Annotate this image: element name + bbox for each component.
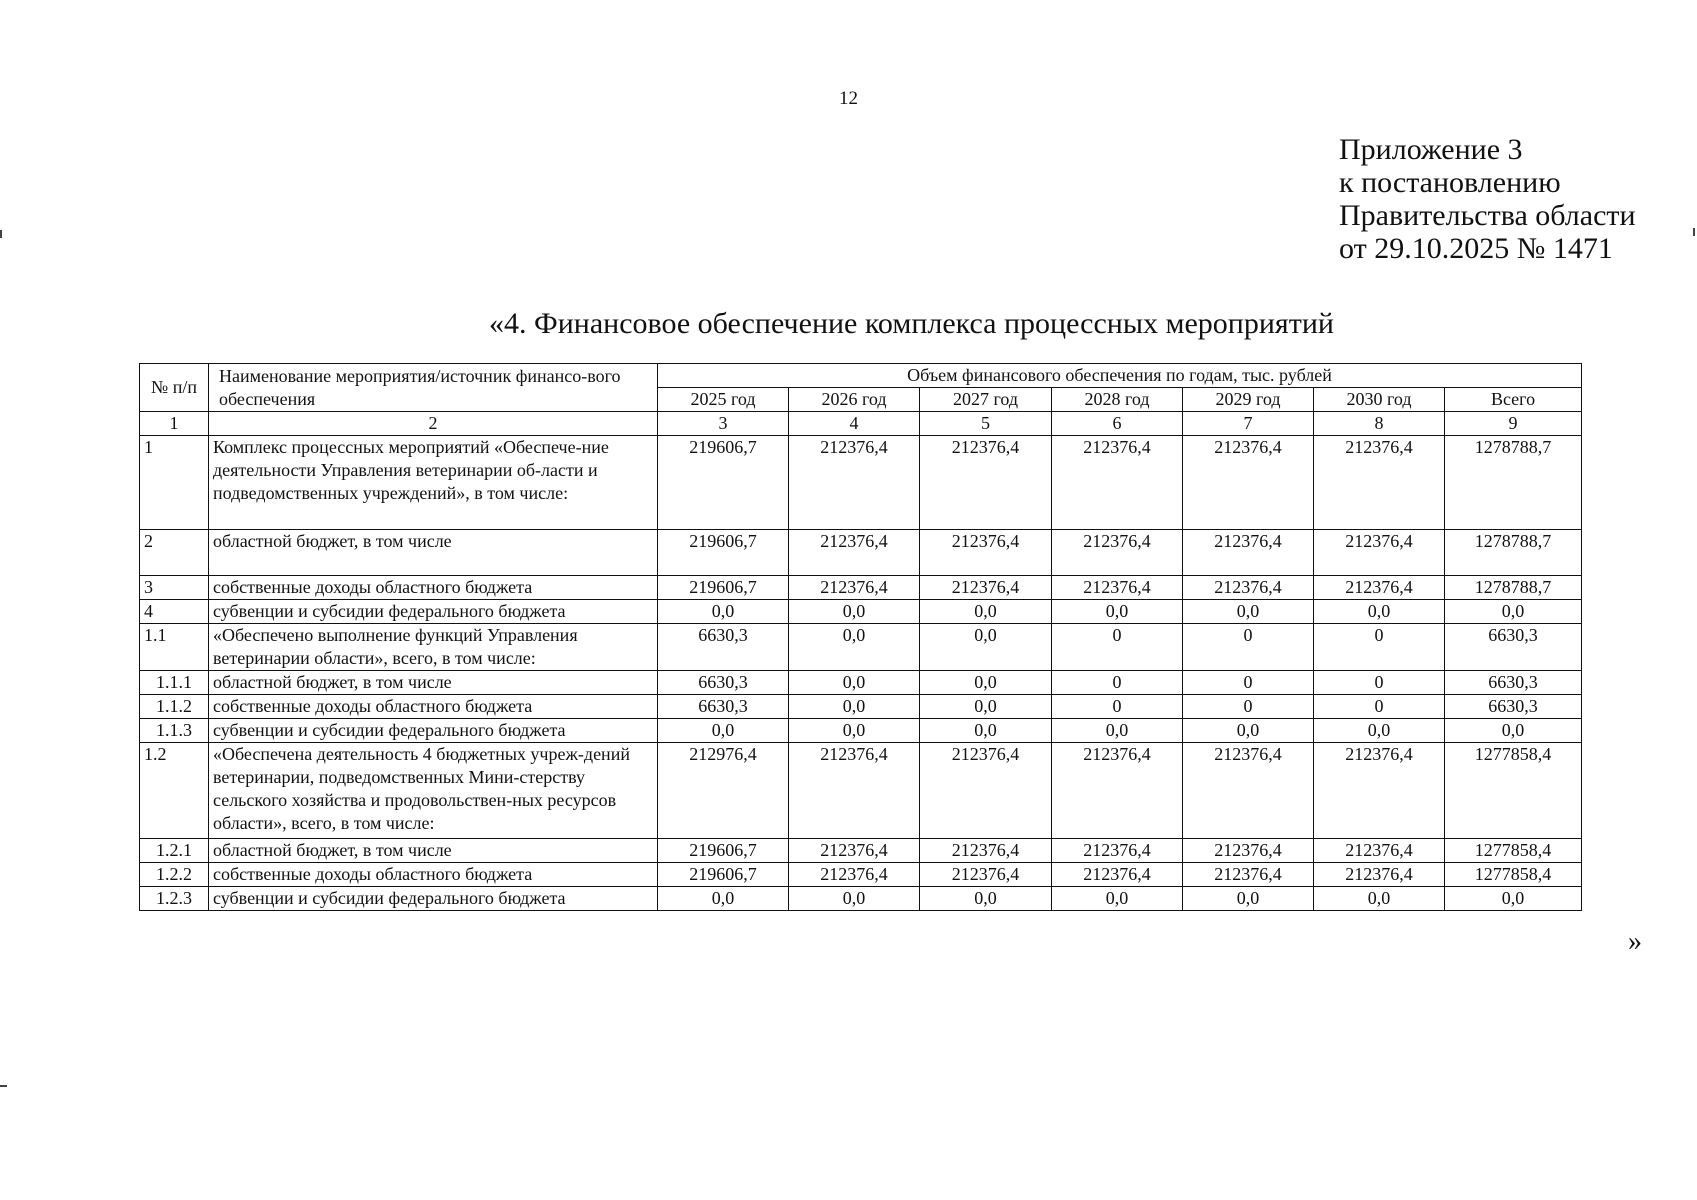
row-value: 0,0: [789, 671, 920, 695]
row-total: 0,0: [1445, 600, 1582, 624]
row-name: субвенции и субсидии федерального бюджета: [209, 719, 658, 743]
row-name: собственные доходы областного бюджета: [209, 576, 658, 600]
table-row: [140, 887, 1582, 911]
row-value: 212376,4: [1052, 576, 1183, 600]
row-name: областной бюджет, в том числе: [209, 839, 658, 863]
row-value: 212376,4: [789, 839, 920, 863]
table-row: [140, 719, 1582, 743]
row-value: 219606,7: [658, 839, 789, 863]
row-value: 212376,4: [1052, 839, 1183, 863]
row-total: 1277858,4: [1445, 839, 1582, 863]
header-year: 2025 год: [658, 388, 789, 412]
appendix-block: [1339, 133, 1636, 265]
table-body: [140, 436, 1582, 911]
column-number: 8: [1314, 412, 1445, 436]
table-row: [140, 671, 1582, 695]
table-row: [140, 576, 1582, 600]
header-year: 2027 год: [920, 388, 1052, 412]
row-value: 0,0: [1183, 887, 1314, 911]
row-value: 212376,4: [1183, 436, 1314, 530]
row-value: 0,0: [1183, 719, 1314, 743]
row-value: 0,0: [1183, 600, 1314, 624]
row-value: 219606,7: [658, 576, 789, 600]
row-number: 1.1.3: [140, 719, 209, 743]
row-total: 1277858,4: [1445, 863, 1582, 887]
row-value: 0,0: [1314, 887, 1445, 911]
row-value: 212376,4: [1052, 436, 1183, 530]
row-name: субвенции и субсидии федерального бюджета: [209, 887, 658, 911]
header-volume: Объем финансового обеспечения по годам, тыс. рублей: [658, 364, 1582, 388]
row-value: 212376,4: [1314, 576, 1445, 600]
scan-edge-mark: [0, 1085, 7, 1087]
row-value: 212376,4: [1314, 839, 1445, 863]
row-value: 212376,4: [789, 576, 920, 600]
row-value: 212376,4: [1052, 530, 1183, 576]
row-name: «Обеспечено выполнение функций Управления ветеринарии области», всего, в том числе:: [209, 624, 658, 671]
scan-edge-mark: [1693, 228, 1695, 236]
appendix-line: к постановлению: [1339, 166, 1561, 199]
row-value: 0: [1052, 671, 1183, 695]
header-year: 2030 год: [1314, 388, 1445, 412]
page-number: 12: [839, 88, 858, 109]
row-value: 0,0: [920, 887, 1052, 911]
row-value: 0,0: [658, 600, 789, 624]
row-value: 212376,4: [1314, 743, 1445, 839]
financing-table: [139, 363, 1582, 911]
table-row: [140, 600, 1582, 624]
table-row: [140, 695, 1582, 719]
row-value: 212376,4: [920, 839, 1052, 863]
row-value: 0,0: [789, 887, 920, 911]
table-row: [140, 436, 1582, 530]
table-row: [140, 624, 1582, 671]
header-year: 2026 год: [789, 388, 920, 412]
row-value: 0,0: [1052, 600, 1183, 624]
row-value: 0: [1314, 695, 1445, 719]
row-value: 0: [1052, 624, 1183, 671]
column-number: 2: [209, 412, 658, 436]
row-value: 212376,4: [920, 743, 1052, 839]
row-value: 212376,4: [1314, 530, 1445, 576]
row-value: 212376,4: [920, 436, 1052, 530]
row-total: 6630,3: [1445, 695, 1582, 719]
column-number: 7: [1183, 412, 1314, 436]
row-value: 212376,4: [1052, 863, 1183, 887]
row-value: 0,0: [658, 719, 789, 743]
row-value: 212376,4: [789, 743, 920, 839]
row-total: 0,0: [1445, 887, 1582, 911]
row-name: «Обеспечена деятельность 4 бюджетных учреж-дений ветеринарии, подведомственных Мини-стерству сельского хозяйства и продовольствен-ных ресурсов области», всего, в том числе:: [209, 743, 658, 839]
row-name: собственные доходы областного бюджета: [209, 695, 658, 719]
row-value: 6630,3: [658, 624, 789, 671]
row-value: 0,0: [1052, 887, 1183, 911]
row-value: 0: [1183, 695, 1314, 719]
row-value: 212376,4: [1183, 576, 1314, 600]
row-value: 212376,4: [920, 530, 1052, 576]
table-row: [140, 530, 1582, 576]
row-number: 1.1.1: [140, 671, 209, 695]
row-value: 0,0: [1314, 719, 1445, 743]
column-number: 4: [789, 412, 920, 436]
row-value: 0,0: [789, 695, 920, 719]
row-value: 0,0: [658, 887, 789, 911]
row-value: 0: [1314, 624, 1445, 671]
row-value: 0,0: [789, 719, 920, 743]
row-name: собственные доходы областного бюджета: [209, 863, 658, 887]
row-value: 212376,4: [1183, 743, 1314, 839]
row-total: 6630,3: [1445, 624, 1582, 671]
row-value: 212376,4: [920, 576, 1052, 600]
header-year: 2028 год: [1052, 388, 1183, 412]
row-value: 219606,7: [658, 436, 789, 530]
row-name: субвенции и субсидии федерального бюджета: [209, 600, 658, 624]
row-value: 0,0: [920, 600, 1052, 624]
row-number: 4: [140, 600, 209, 624]
row-value: 6630,3: [658, 671, 789, 695]
row-value: 212976,4: [658, 743, 789, 839]
row-value: 0: [1314, 671, 1445, 695]
table-row: [140, 743, 1582, 839]
row-value: 0,0: [920, 624, 1052, 671]
row-name: Комплекс процессных мероприятий «Обеспече-ние деятельности Управления ветеринарии об-ласти и подведомственных учреждений», в том числе:: [209, 436, 658, 530]
row-value: 212376,4: [1052, 743, 1183, 839]
row-value: 0,0: [920, 671, 1052, 695]
row-value: 219606,7: [658, 530, 789, 576]
row-value: 212376,4: [1314, 863, 1445, 887]
table-row: [140, 863, 1582, 887]
header-year: 2029 год: [1183, 388, 1314, 412]
header-name: Наименование мероприятия/источник финансо-вого обеспечения: [209, 364, 658, 412]
row-value: 212376,4: [789, 530, 920, 576]
row-value: 6630,3: [658, 695, 789, 719]
row-value: 0: [1052, 695, 1183, 719]
row-value: 212376,4: [1314, 436, 1445, 530]
row-total: 0,0: [1445, 719, 1582, 743]
table-row: [140, 839, 1582, 863]
row-name: областной бюджет, в том числе: [209, 671, 658, 695]
row-total: 1278788,7: [1445, 576, 1582, 600]
row-value: 0,0: [920, 719, 1052, 743]
row-name: областной бюджет, в том числе: [209, 530, 658, 576]
header-total: Всего: [1445, 388, 1582, 412]
header-num: № п/п: [140, 364, 209, 412]
row-value: 212376,4: [789, 436, 920, 530]
column-number: 9: [1445, 412, 1582, 436]
row-value: 0: [1183, 624, 1314, 671]
section-title: «4. Финансовое обеспечение комплекса процессных мероприятий: [489, 307, 1334, 340]
row-value: 212376,4: [789, 863, 920, 887]
row-value: 219606,7: [658, 863, 789, 887]
appendix-line: от 29.10.2025 № 1471: [1339, 232, 1613, 265]
row-value: 0: [1183, 671, 1314, 695]
row-value: 0,0: [1052, 719, 1183, 743]
row-total: 6630,3: [1445, 671, 1582, 695]
column-number: 5: [920, 412, 1052, 436]
scan-edge-mark: [0, 230, 2, 238]
row-value: 212376,4: [1183, 863, 1314, 887]
row-total: 1278788,7: [1445, 436, 1582, 530]
row-number: 1.2.2: [140, 863, 209, 887]
row-value: 0,0: [920, 695, 1052, 719]
row-number: 2: [140, 530, 209, 576]
column-number: 1: [140, 412, 209, 436]
row-value: 212376,4: [1183, 530, 1314, 576]
row-total: 1277858,4: [1445, 743, 1582, 839]
row-number: 1.1: [140, 624, 209, 671]
row-number: 3: [140, 576, 209, 600]
row-value: 212376,4: [920, 863, 1052, 887]
row-value: 0,0: [789, 624, 920, 671]
row-total: 1278788,7: [1445, 530, 1582, 576]
appendix-line: Приложение 3: [1339, 133, 1523, 166]
appendix-line: Правительства области: [1339, 199, 1636, 232]
row-number: 1: [140, 436, 209, 530]
row-value: 0,0: [789, 600, 920, 624]
row-number: 1.2: [140, 743, 209, 839]
row-number: 1.2.1: [140, 839, 209, 863]
row-value: 212376,4: [1183, 839, 1314, 863]
column-number: 3: [658, 412, 789, 436]
column-number: 6: [1052, 412, 1183, 436]
row-number: 1.1.2: [140, 695, 209, 719]
row-number: 1.2.3: [140, 887, 209, 911]
row-value: 0,0: [1314, 600, 1445, 624]
closing-quote: »: [1628, 926, 1642, 957]
